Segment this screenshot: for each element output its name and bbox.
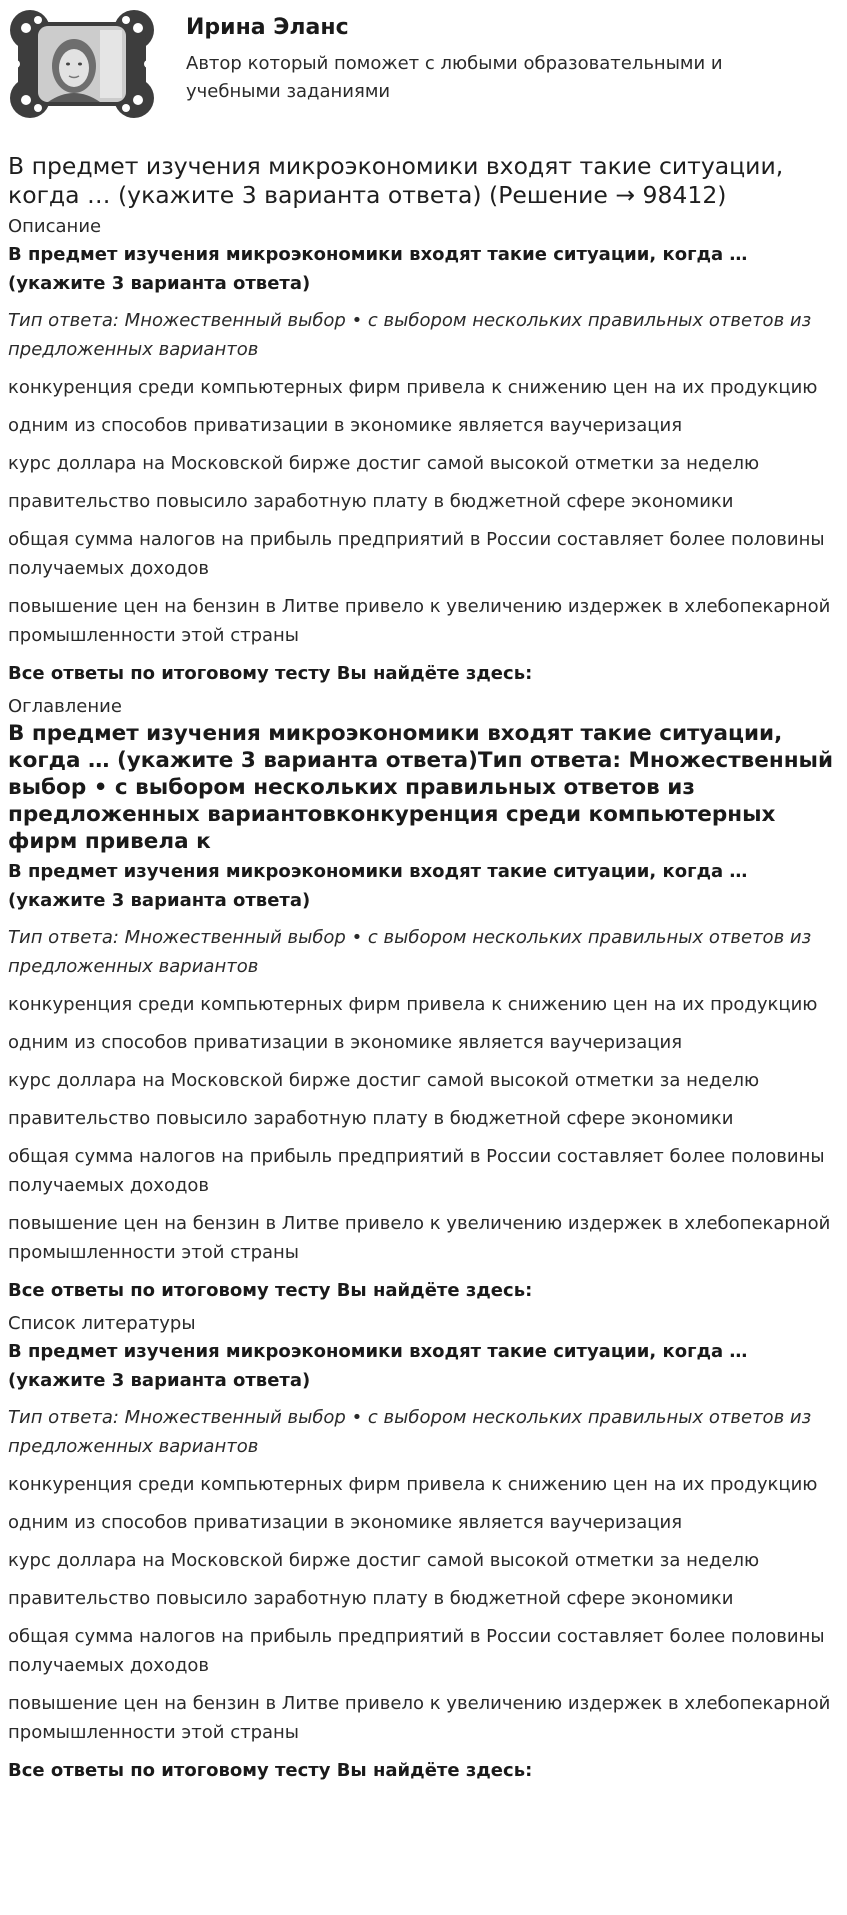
section-label: Описание: [8, 216, 102, 237]
answer-option: конкуренция среди компьютерных фирм привела к снижению цен на их продукцию: [8, 377, 818, 398]
answer-option: повышение цен на бензин в Литве привело к увеличению издержек в хлебопекарной промышленности этой страны: [8, 596, 831, 646]
section-bibliography: [8, 1313, 840, 1785]
page-title: В предмет изучения микроэкономики входят такие ситуации, когда … (укажите 3 варианта ответа) (Решение → 98412): [8, 152, 784, 209]
all-answers-link: Все ответы по итоговому тесту Вы найдёте здесь:: [8, 1760, 533, 1781]
answer-type: Тип ответа: Множественный выбор • с выбором нескольких правильных ответов из предложенных вариантов: [8, 1407, 812, 1457]
answer-type: Тип ответа: Множественный выбор • с выбором нескольких правильных ответов из предложенных вариантов: [8, 927, 812, 977]
contents-heading: В предмет изучения микроэкономики входят такие ситуации, когда … (укажите 3 варианта ответа)Тип ответа: Множественный выбор • с выбором нескольких правильных ответов из предложенных вариантовконкуренция среди компьютерных фирм привела к: [8, 721, 834, 854]
author-description: Автор который поможет с любыми образовательными и учебными заданиями: [186, 53, 723, 102]
answer-option: курс доллара на Московской бирже достиг самой высокой отметки за неделю: [8, 1070, 760, 1091]
answer-option: курс доллара на Московской бирже достиг самой высокой отметки за неделю: [8, 1550, 760, 1571]
all-answers-link: Все ответы по итоговому тесту Вы найдёте здесь:: [8, 1280, 533, 1301]
answer-option: одним из способов приватизации в экономике является ваучеризация: [8, 1512, 683, 1533]
question-title: В предмет изучения микроэкономики входят такие ситуации, когда … (укажите 3 варианта ответа): [8, 244, 748, 294]
answer-option: одним из способов приватизации в экономике является ваучеризация: [8, 415, 683, 436]
answer-option: повышение цен на бензин в Литве привело к увеличению издержек в хлебопекарной промышленности этой страны: [8, 1213, 831, 1263]
answer-option: правительство повысило заработную плату в бюджетной сфере экономики: [8, 491, 734, 512]
answer-option: конкуренция среди компьютерных фирм привела к снижению цен на их продукцию: [8, 1474, 818, 1495]
answer-type: Тип ответа: Множественный выбор • с выбором нескольких правильных ответов из предложенных вариантов: [8, 310, 812, 360]
section-label: Оглавление: [8, 696, 122, 717]
question-title: В предмет изучения микроэкономики входят такие ситуации, когда … (укажите 3 варианта ответа): [8, 861, 748, 911]
author-name: Ирина Эланс: [186, 15, 349, 40]
answer-option: курс доллара на Московской бирже достиг самой высокой отметки за неделю: [8, 453, 760, 474]
answer-option: правительство повысило заработную плату в бюджетной сфере экономики: [8, 1108, 734, 1129]
answer-option: общая сумма налогов на прибыль предприятий в России составляет более половины получаемых доходов: [8, 529, 825, 579]
page: [8, 8, 840, 1785]
section-contents: [8, 696, 840, 1305]
author-avatar: [8, 8, 156, 120]
section-description: [8, 216, 840, 688]
answer-option: правительство повысило заработную плату в бюджетной сфере экономики: [8, 1588, 734, 1609]
answer-option: одним из способов приватизации в экономике является ваучеризация: [8, 1032, 683, 1053]
answer-option: повышение цен на бензин в Литве привело к увеличению издержек в хлебопекарной промышленности этой страны: [8, 1693, 831, 1743]
question-title: В предмет изучения микроэкономики входят такие ситуации, когда … (укажите 3 варианта ответа): [8, 1341, 748, 1391]
section-label: Список литературы: [8, 1313, 196, 1334]
answer-option: общая сумма налогов на прибыль предприятий в России составляет более половины получаемых доходов: [8, 1626, 825, 1676]
all-answers-link: Все ответы по итоговому тесту Вы найдёте здесь:: [8, 663, 533, 684]
answer-option: конкуренция среди компьютерных фирм привела к снижению цен на их продукцию: [8, 994, 818, 1015]
author-card: [8, 8, 840, 120]
answer-option: общая сумма налогов на прибыль предприятий в России составляет более половины получаемых доходов: [8, 1146, 825, 1196]
